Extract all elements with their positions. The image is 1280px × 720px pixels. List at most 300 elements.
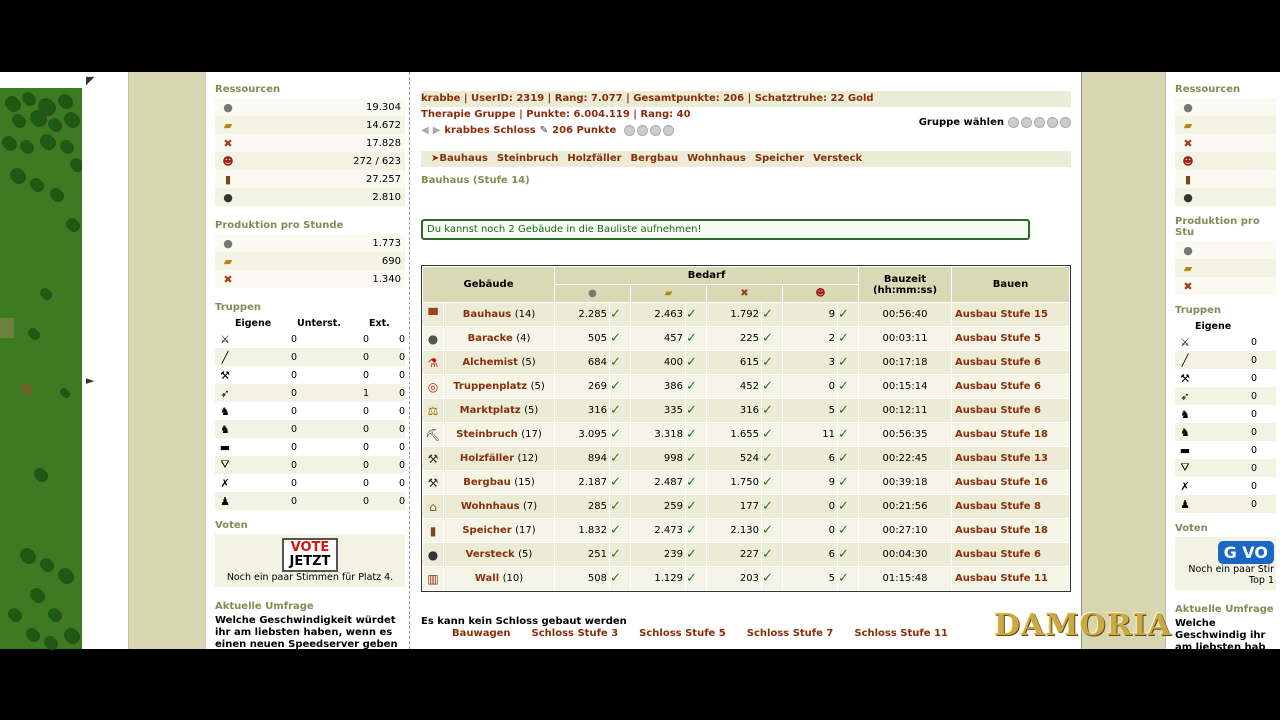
cost-wood: 3.318 [631, 423, 685, 446]
group-dot-icon[interactable] [1008, 117, 1019, 128]
building-name[interactable] [444, 471, 554, 494]
catapult-icon: ⛛ [1180, 461, 1190, 474]
cost-ore: 225 [707, 327, 761, 350]
upgrade-link[interactable]: Ausbau Stufe 6 [952, 543, 1069, 566]
map-arrow-up-icon[interactable]: ◤ [86, 74, 95, 87]
castle-dots [624, 125, 674, 136]
check-icon: ✓ [838, 351, 858, 374]
cost-ore: 1.655 [707, 423, 761, 446]
troop-row [215, 366, 405, 384]
group-dot-icon[interactable] [1034, 117, 1045, 128]
build-time: 00:56:35 [859, 423, 951, 446]
col-build: Bauen [952, 267, 1069, 302]
check-icon: ✓ [762, 495, 782, 518]
cost-stone: 251 [555, 543, 609, 566]
building-link[interactable]: Bergbau [463, 477, 515, 488]
upgrade-link[interactable]: Ausbau Stufe 6 [952, 399, 1069, 422]
production-resource-row [215, 252, 405, 270]
building-level: (14) [514, 309, 536, 320]
upgrade-link[interactable]: Ausbau Stufe 18 [952, 519, 1069, 542]
poll-question[interactable]: Welche Geschwindigkeit würdet ihr am liebsten haben, wenn es einen neuen Speedserver geben soll? [215, 615, 398, 662]
building-link[interactable]: Bauhaus [462, 309, 515, 320]
rename-pencil-icon[interactable]: ✎ [539, 125, 549, 136]
build-time: 00:21:56 [859, 495, 951, 518]
stone-icon: ● [1183, 243, 1193, 257]
storage-icon: ▮ [224, 172, 232, 186]
cost-ore: 177 [707, 495, 761, 518]
map-tree [48, 118, 60, 130]
lumberjack-icon: ⚒ [423, 447, 443, 470]
check-icon: ✓ [838, 495, 858, 518]
right-resource-row [1175, 98, 1276, 116]
castle-link[interactable]: Schloss Stufe 3 [531, 628, 619, 639]
check-icon: ✓ [686, 375, 706, 398]
building-link[interactable]: Alchemist [462, 357, 522, 368]
cost-stone: 285 [555, 495, 609, 518]
cost-wood: 1.129 [631, 567, 685, 590]
troop-support: 0 [362, 441, 369, 453]
building-row [423, 543, 1069, 566]
col-building: Gebäude [423, 267, 554, 302]
cost-ore: 316 [707, 399, 761, 422]
right-troops-list [1175, 333, 1276, 513]
building-row [423, 447, 1069, 470]
troop-support: 0 [362, 333, 369, 345]
troop-own: 0 [290, 387, 297, 399]
building-link[interactable]: Wohnhaus [460, 501, 524, 512]
check-icon: ✓ [762, 351, 782, 374]
cost-ore: 1.750 [707, 471, 761, 494]
check-icon: ✓ [838, 447, 858, 470]
nav-link-2[interactable]: Holzfäller [567, 153, 622, 164]
group-dot-icon[interactable] [1047, 117, 1058, 128]
map-tree [70, 158, 82, 170]
build-time: 00:12:11 [859, 399, 951, 422]
ore-icon: ✖ [740, 288, 749, 299]
check-icon: ✓ [686, 471, 706, 494]
map-tree [50, 188, 62, 200]
ore-icon: ✖ [223, 272, 233, 286]
castle-link[interactable]: Schloss Stufe 5 [639, 628, 726, 639]
map-tree [5, 96, 19, 110]
cost-pop: 6 [783, 447, 837, 470]
production-resource-row [215, 234, 405, 252]
map-tree [64, 112, 78, 126]
check-icon: ✓ [762, 327, 782, 350]
check-icon: ✓ [838, 471, 858, 494]
check-icon: ✓ [610, 351, 630, 374]
building-level: (5) [521, 357, 536, 368]
right-troop-own: 0 [1250, 444, 1257, 456]
check-icon: ✓ [838, 399, 858, 422]
upgrade-link[interactable]: Ausbau Stufe 8 [952, 495, 1069, 518]
troop-ext: 0 [398, 405, 405, 417]
cost-wood: 400 [631, 351, 685, 374]
mine-icon: ⚒ [423, 471, 443, 494]
troop-own: 0 [290, 459, 297, 471]
map-arrow-right-icon[interactable]: ► [86, 374, 95, 387]
nav-link-4[interactable]: Wohnhaus [687, 153, 746, 164]
hideout-icon: ● [423, 543, 443, 566]
poll-title: Aktuelle Umfrage [215, 601, 314, 612]
upgrade-link[interactable]: Ausbau Stufe 11 [952, 567, 1069, 590]
building-row [423, 423, 1069, 446]
troop-row [215, 330, 405, 348]
axe-icon: ⚒ [1180, 371, 1190, 385]
storage-icon: ▮ [1184, 172, 1192, 186]
market-icon: ⚖ [423, 399, 443, 422]
building-link[interactable]: Baracke [467, 333, 517, 344]
stone-icon: ● [588, 288, 597, 299]
wood-icon: ▰ [223, 254, 233, 268]
cost-wood: 239 [631, 543, 685, 566]
population-icon: ☻ [815, 288, 826, 299]
resource-row [215, 188, 405, 206]
build-time: 00:17:18 [859, 351, 951, 374]
cost-pop: 0 [783, 375, 837, 398]
cost-stone: 1.832 [555, 519, 609, 542]
resource-value: 14.672 [366, 119, 401, 131]
check-icon: ✓ [686, 567, 706, 590]
castle-link[interactable]: Bauwagen [452, 628, 511, 639]
wood-icon: ▰ [223, 118, 233, 132]
building-name[interactable] [444, 399, 554, 422]
building-link[interactable]: Holzfäller [459, 453, 518, 464]
check-icon: ✓ [762, 519, 782, 542]
castle-info [421, 125, 674, 136]
castle-dot-icon[interactable] [663, 125, 674, 136]
scout-icon: ✗ [220, 476, 230, 490]
building-link[interactable]: Versteck [465, 549, 519, 560]
building-row [423, 567, 1069, 590]
right-resources-title: Ressourcen [1175, 84, 1241, 95]
group-dot-icon[interactable] [1021, 117, 1032, 128]
storage-icon: ▮ [423, 519, 443, 542]
troop-own: 0 [290, 495, 297, 507]
build-time: 00:39:18 [859, 471, 951, 494]
right-troop-row [1175, 495, 1276, 513]
troop-ext: 0 [398, 423, 405, 435]
vote-title: Voten [215, 520, 248, 531]
cost-pop: 5 [783, 567, 837, 590]
catapult-icon: ⛛ [220, 458, 230, 471]
troop-support: 0 [362, 405, 369, 417]
building-name[interactable] [444, 351, 554, 374]
resources-title: Ressourcen [215, 84, 281, 95]
nav-link-1[interactable]: Steinbruch [496, 153, 559, 164]
village-icon[interactable]: ⌂ [22, 378, 33, 397]
right-vote-button[interactable]: G VO [1218, 541, 1274, 564]
group-dot-icon[interactable] [1060, 117, 1071, 128]
troop-support: 0 [362, 459, 369, 471]
map-tree [12, 114, 24, 126]
right-vote-box [1175, 537, 1276, 590]
castle-dot-icon[interactable] [637, 125, 648, 136]
troop-own: 0 [290, 441, 297, 453]
vote-box [215, 534, 405, 587]
build-time: 00:04:30 [859, 543, 951, 566]
map-tree [20, 548, 34, 562]
scout-icon: ✗ [1180, 479, 1190, 493]
next-castle-icon[interactable]: ▶ [432, 125, 441, 136]
building-row [423, 327, 1069, 350]
check-icon: ✓ [762, 303, 782, 326]
right-troop-row [1175, 351, 1276, 369]
troops-col-own: Eigene [235, 317, 272, 329]
cost-ore: 203 [707, 567, 761, 590]
col-population [783, 285, 858, 302]
check-icon: ✓ [762, 447, 782, 470]
building-name[interactable] [444, 327, 554, 350]
cost-pop: 6 [783, 543, 837, 566]
vote-text: Noch ein paar Stimmen für Platz 4. [226, 572, 394, 583]
wood-icon: ▰ [1183, 261, 1193, 275]
right-troop-own: 0 [1250, 354, 1257, 366]
map-tree [40, 134, 54, 148]
cost-stone: 894 [555, 447, 609, 470]
troop-ext: 0 [398, 333, 405, 345]
stone-icon: ● [223, 236, 233, 250]
bow-icon: ➶ [1180, 389, 1190, 403]
upgrade-link[interactable]: Ausbau Stufe 15 [952, 303, 1069, 326]
cost-ore: 227 [707, 543, 761, 566]
cost-wood: 998 [631, 447, 685, 470]
upgrade-link[interactable]: Ausbau Stufe 13 [952, 447, 1069, 470]
damoria-logo: DAMORIA [994, 608, 1172, 643]
production-resource-row [215, 270, 405, 288]
cost-wood: 335 [631, 399, 685, 422]
spear-icon: ╱ [1181, 353, 1189, 367]
stone-icon: ● [223, 100, 233, 114]
troop-support: 0 [362, 369, 369, 381]
nav-link-6[interactable]: Versteck [813, 153, 863, 164]
troops-title: Truppen [215, 302, 261, 313]
cost-wood: 2.487 [631, 471, 685, 494]
troop-row [215, 402, 405, 420]
cost-stone: 2.187 [555, 471, 609, 494]
group-select [919, 117, 1071, 128]
build-time: 00:03:11 [859, 327, 951, 350]
check-icon: ✓ [610, 495, 630, 518]
right-production-resource-row [1175, 259, 1276, 277]
alchemist-icon: ⚗ [423, 351, 443, 374]
troop-own: 0 [290, 351, 297, 363]
stone-icon: ● [1183, 100, 1193, 114]
troop-ext: 0 [398, 495, 405, 507]
cavalry-icon: ♞ [1180, 407, 1190, 421]
right-troop-row [1175, 333, 1276, 351]
check-icon: ✓ [686, 303, 706, 326]
troop-own: 0 [290, 477, 297, 489]
cost-stone: 3.095 [555, 423, 609, 446]
check-icon: ✓ [610, 423, 630, 446]
upgrade-link[interactable]: Ausbau Stufe 18 [952, 423, 1069, 446]
cost-wood: 259 [631, 495, 685, 518]
build-time: 00:27:10 [859, 519, 951, 542]
page-title: Bauhaus (Stufe 14) [421, 175, 530, 186]
building-rows [423, 303, 1069, 590]
troop-row [215, 438, 405, 456]
check-icon: ✓ [686, 351, 706, 374]
ore-icon: ✖ [1183, 136, 1193, 150]
build-time: 00:15:14 [859, 375, 951, 398]
castle-link[interactable]: Schloss Stufe 11 [854, 628, 948, 639]
bow-icon: ➶ [220, 386, 230, 400]
right-production-resource-row [1175, 241, 1276, 259]
right-resource-row [1175, 188, 1276, 206]
building-name[interactable] [444, 303, 554, 326]
check-icon: ✓ [838, 567, 858, 590]
building-row [423, 375, 1069, 398]
nav-link-5[interactable]: Speicher [754, 153, 805, 164]
vote-button-line1: VOTE [290, 540, 330, 555]
map-tree [2, 136, 15, 149]
right-troop-own: 0 [1250, 408, 1257, 420]
cost-pop: 0 [783, 519, 837, 542]
cost-pop: 0 [783, 495, 837, 518]
left-sidebar [206, 72, 410, 662]
nav-link-0[interactable]: ➤Bauhaus [431, 153, 488, 164]
cost-wood: 386 [631, 375, 685, 398]
resource-value: 272 / 623 [353, 155, 401, 167]
main-content [410, 72, 1082, 649]
check-icon: ✓ [762, 399, 782, 422]
build-time: 00:22:45 [859, 447, 951, 470]
population-icon: ☻ [1182, 154, 1194, 168]
ore-icon: ✖ [223, 136, 233, 150]
right-vote-text2: Top 1 [1248, 575, 1274, 586]
troop-ext: 0 [398, 441, 405, 453]
upgrade-link[interactable]: Ausbau Stufe 5 [952, 327, 1069, 350]
build-queue-notice: Du kannst noch 2 Gebäude in die Bauliste aufnehmen! [421, 219, 1030, 240]
castle-notice: Es kann kein Schloss gebaut werden [421, 616, 627, 627]
building-row [423, 351, 1069, 374]
spear-icon: ╱ [221, 350, 229, 364]
troops-col-ext: Ext. [369, 317, 390, 329]
building-link[interactable]: Truppenplatz [453, 381, 531, 392]
map-tree [66, 218, 78, 230]
col-stone [555, 285, 630, 302]
right-resource-row [1175, 152, 1276, 170]
upgrade-link[interactable]: Ausbau Stufe 16 [952, 471, 1069, 494]
troops-col-support: Unterst. [297, 317, 341, 329]
right-troop-own: 0 [1250, 426, 1257, 438]
building-level: (4) [516, 333, 531, 344]
building-name[interactable] [444, 375, 554, 398]
building-name[interactable] [444, 447, 554, 470]
check-icon: ✓ [610, 567, 630, 590]
cost-ore: 452 [707, 375, 761, 398]
building-name[interactable] [444, 567, 554, 590]
castle-dot-icon[interactable] [650, 125, 661, 136]
build-time: 01:15:48 [859, 567, 951, 590]
nav-link-3[interactable]: Bergbau [630, 153, 679, 164]
check-icon: ✓ [838, 375, 858, 398]
building-name[interactable] [444, 519, 554, 542]
cost-wood: 2.463 [631, 303, 685, 326]
building-level: (17) [515, 525, 536, 536]
building-link[interactable]: Marktplatz [459, 405, 525, 416]
check-icon: ✓ [762, 543, 782, 566]
castle-name[interactable]: krabbes Schloss [444, 125, 536, 136]
building-link[interactable]: Speicher [462, 525, 516, 536]
production-resource-value: 1.340 [372, 273, 401, 285]
cost-wood: 2.473 [631, 519, 685, 542]
quarry-icon: ⛏ [423, 423, 443, 446]
right-poll-title: Aktuelle Umfrage [1175, 604, 1274, 615]
sword-icon: ⚔ [1180, 335, 1190, 349]
troop-row [215, 348, 405, 366]
right-troop-row [1175, 441, 1276, 459]
check-icon: ✓ [762, 375, 782, 398]
cost-ore: 2.130 [707, 519, 761, 542]
building-link[interactable]: Steinbruch [456, 429, 522, 440]
building-level: (5) [524, 405, 539, 416]
left-border [128, 72, 206, 649]
group-dots [1008, 117, 1071, 128]
building-link[interactable]: Wall [474, 573, 503, 584]
right-poll-question[interactable]: Welche Geschwindig ihr am liebsten hab einen neuen Speed sollte. [1175, 618, 1266, 677]
right-production-resource-row [1175, 277, 1276, 295]
building-name[interactable] [444, 543, 554, 566]
world-map[interactable] [0, 88, 82, 649]
map-tree [58, 568, 72, 582]
map-tree [28, 328, 38, 338]
troop-support: 0 [362, 351, 369, 363]
sword-icon: ⚔ [220, 332, 230, 346]
right-troops-header [1175, 319, 1276, 333]
troop-row [215, 420, 405, 438]
building-level: (7) [523, 501, 538, 512]
castle-link[interactable]: Schloss Stufe 7 [746, 628, 834, 639]
map-tree [30, 178, 42, 190]
right-troop-row [1175, 369, 1276, 387]
right-troop-own: 0 [1250, 498, 1257, 510]
building-name[interactable] [444, 495, 554, 518]
barracks-icon: ● [423, 327, 443, 350]
prev-castle-icon[interactable]: ◀ [421, 125, 429, 136]
check-icon: ✓ [686, 327, 706, 350]
building-row [423, 399, 1069, 422]
house-icon: ⌂ [423, 495, 443, 518]
troop-own: 0 [290, 333, 297, 345]
troop-support: 0 [362, 477, 369, 489]
troop-ext: 0 [398, 459, 405, 471]
map-gutter [82, 72, 128, 649]
check-icon: ✓ [838, 519, 858, 542]
cost-stone: 505 [555, 327, 609, 350]
map-tree [48, 608, 60, 620]
cost-pop: 9 [783, 471, 837, 494]
building-row [423, 495, 1069, 518]
building-level: (5) [518, 549, 533, 560]
map-tree [34, 468, 46, 480]
right-resource-row [1175, 116, 1276, 134]
upgrade-link[interactable]: Ausbau Stufe 6 [952, 375, 1069, 398]
castle-dot-icon[interactable] [624, 125, 635, 136]
building-name[interactable] [444, 423, 554, 446]
vote-button[interactable] [282, 538, 339, 572]
resource-row [215, 134, 405, 152]
resource-value: 27.257 [366, 173, 401, 185]
map-tree [64, 628, 78, 642]
ore-icon: ✖ [1183, 279, 1193, 293]
resources-list [215, 98, 405, 206]
troop-ext: 0 [398, 477, 405, 489]
upgrade-link[interactable]: Ausbau Stufe 6 [952, 351, 1069, 374]
group-info[interactable]: Therapie Gruppe | Punkte: 6.004.119 | Rang: 40 [421, 109, 691, 120]
check-icon: ✓ [686, 399, 706, 422]
